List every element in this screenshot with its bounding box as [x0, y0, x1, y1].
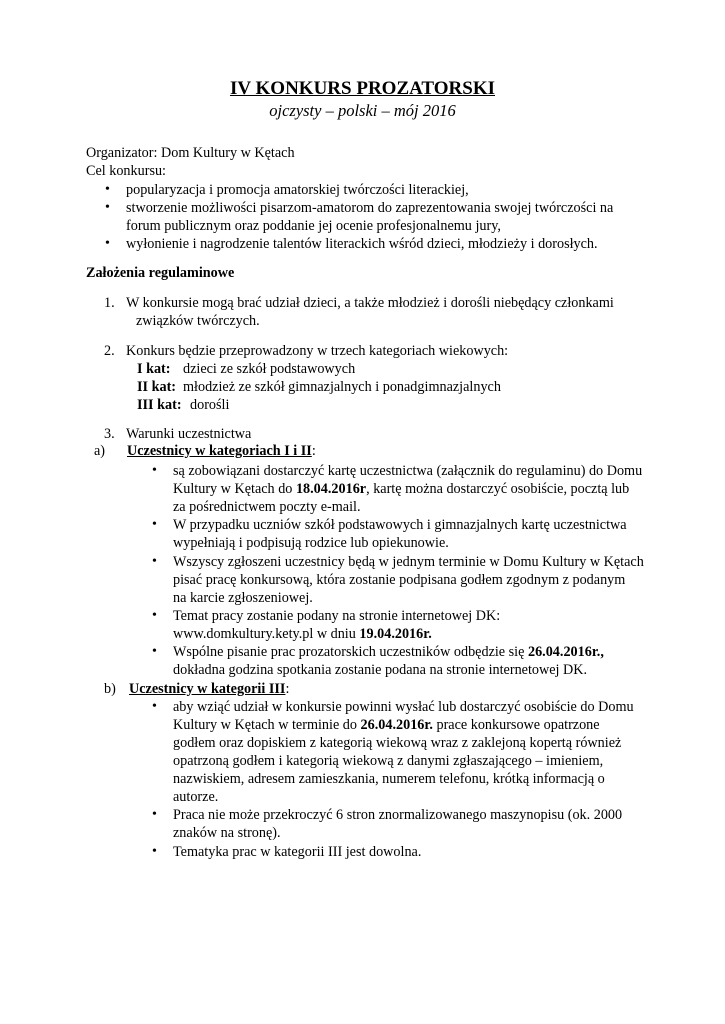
- condition-item-continued: [173, 625, 432, 643]
- bullet-icon: •: [152, 699, 157, 714]
- text-run: , kartę można dostarczyć osobiście, pocztą lub: [366, 481, 630, 497]
- text-run: Kultury w Kętach do: [173, 481, 296, 497]
- deadline-date: 26.04.2016r.: [360, 717, 433, 733]
- bullet-icon: •: [152, 608, 157, 623]
- category-label: I kat:: [137, 361, 171, 377]
- bullet-icon: •: [152, 807, 157, 822]
- section-heading-colon: :: [311, 443, 316, 459]
- section-heading: [129, 680, 289, 698]
- rule-text: W konkursie mogą brać udział dzieci, a także młodzież i dorośli niebędący członkami: [126, 295, 614, 311]
- category-label: II kat:: [137, 379, 177, 395]
- section-heading: [127, 442, 316, 460]
- rule-number: 3.: [104, 426, 115, 442]
- rules-heading: Założenia regulaminowe: [86, 265, 235, 281]
- condition-item-continued: opatrzoną godłem i kategorią wiekową z danymi zgłaszającego – imieniem,: [173, 753, 604, 769]
- bullet-icon: •: [152, 517, 157, 532]
- section-letter: b): [104, 681, 116, 697]
- rule-text-continued: związków twórczych.: [136, 313, 260, 329]
- bullet-icon: •: [105, 182, 110, 197]
- condition-item: [173, 643, 604, 661]
- condition-item-continued: autorze.: [173, 789, 219, 805]
- condition-item-continued: za pośrednictwem poczty e-mail.: [173, 499, 361, 515]
- section-heading-text: Uczestnicy w kategoriach I i II: [127, 443, 312, 459]
- rule-number: 2.: [104, 343, 115, 359]
- category-label: III kat:: [137, 397, 182, 413]
- condition-item-continued: wypełniają i podpisują rodzice lub opiekunowie.: [173, 535, 449, 551]
- section-heading-colon: :: [285, 681, 290, 697]
- goal-item: stworzenie możliwości pisarzom-amatorom do zaprezentowania swojej twórczości na: [126, 200, 614, 216]
- condition-item: Wszyscy zgłoszeni uczestnicy będą w jednym terminie w Domu Kultury w Kętach: [173, 554, 644, 570]
- document-subtitle: ojczysty – polski – mój 2016: [269, 101, 456, 120]
- section-heading-text: Uczestnicy w kategorii III: [129, 681, 286, 697]
- condition-item: W przypadku uczniów szkół podstawowych i gimnazjalnych kartę uczestnictwa: [173, 517, 627, 533]
- goal-item: popularyzacja i promocja amatorskiej twórczości literackiej,: [126, 182, 469, 198]
- condition-item: Temat pracy zostanie podany na stronie internetowej DK:: [173, 608, 501, 624]
- section-letter: a): [94, 443, 106, 459]
- condition-item-continued: pisać pracę konkursową, która zostanie podpisana godłem zgodnym z podanym: [173, 572, 626, 588]
- condition-item: są zobowiązani dostarczyć kartę uczestnictwa (załącznik do regulaminu) do Domu: [173, 463, 643, 479]
- bullet-icon: •: [152, 463, 157, 478]
- writing-date: 26.04.2016r.,: [527, 644, 604, 660]
- goal-item-continued: forum publicznym oraz poddanie jej ocenie profesjonalnemu jury,: [126, 218, 501, 234]
- topic-date: 19.04.2016r.: [359, 626, 432, 642]
- category-desc: dorośli: [190, 397, 230, 413]
- organizer-line: Organizator: Dom Kultury w Kętach: [86, 145, 295, 161]
- condition-item-continued: na karcie zgłoszeniowej.: [173, 590, 313, 606]
- condition-item-continued: [173, 480, 629, 498]
- condition-item-continued: dokładna godzina spotkania zostanie podana na stronie internetowej DK.: [173, 662, 588, 678]
- condition-item-continued: nazwiskiem, adresem zamieszkania, numerem telefonu, krótką informacją o: [173, 771, 605, 787]
- rule-text: Konkurs będzie przeprowadzony w trzech kategoriach wiekowych:: [126, 343, 509, 359]
- bullet-icon: •: [152, 644, 157, 659]
- deadline-date: 18.04.2016r: [295, 481, 367, 497]
- condition-item: Praca nie może przekroczyć 6 stron znormalizowanego maszynopisu (ok. 2000: [173, 807, 623, 823]
- rule-text: Warunki uczestnictwa: [126, 426, 252, 442]
- goal-heading: Cel konkursu:: [86, 163, 166, 179]
- document-title: IV KONKURS PROZATORSKI: [230, 78, 495, 99]
- goal-item: wyłonienie i nagrodzenie talentów literackich wśród dzieci, młodzieży i dorosłych.: [126, 236, 598, 252]
- condition-item-continued: godłem oraz dopiskiem z kategorią wiekową wraz z zaklejoną kopertą również: [173, 735, 622, 751]
- condition-item: aby wziąć udział w konkursie powinni wysłać lub dostarczyć osobiście do Domu: [173, 699, 634, 715]
- bullet-icon: •: [152, 554, 157, 569]
- text-run: Kultury w Kętach w terminie do: [173, 717, 361, 733]
- condition-item-continued: [173, 716, 600, 734]
- condition-item: Tematyka prac w kategorii III jest dowolna.: [173, 844, 422, 860]
- bullet-icon: •: [105, 200, 110, 215]
- text-run: prace konkursowe opatrzone: [432, 717, 600, 733]
- bullet-icon: •: [152, 844, 157, 859]
- text-run: Wspólne pisanie prac prozatorskich uczestników odbędzie się: [173, 644, 528, 660]
- category-desc: młodzież ze szkół gimnazjalnych i ponadgimnazjalnych: [183, 379, 501, 395]
- text-run: www.domkultury.kety.pl w dniu: [173, 626, 360, 642]
- category-desc: dzieci ze szkół podstawowych: [183, 361, 356, 377]
- bullet-icon: •: [105, 236, 110, 251]
- rule-number: 1.: [104, 295, 115, 311]
- condition-item-continued: znaków na stronę).: [173, 825, 281, 841]
